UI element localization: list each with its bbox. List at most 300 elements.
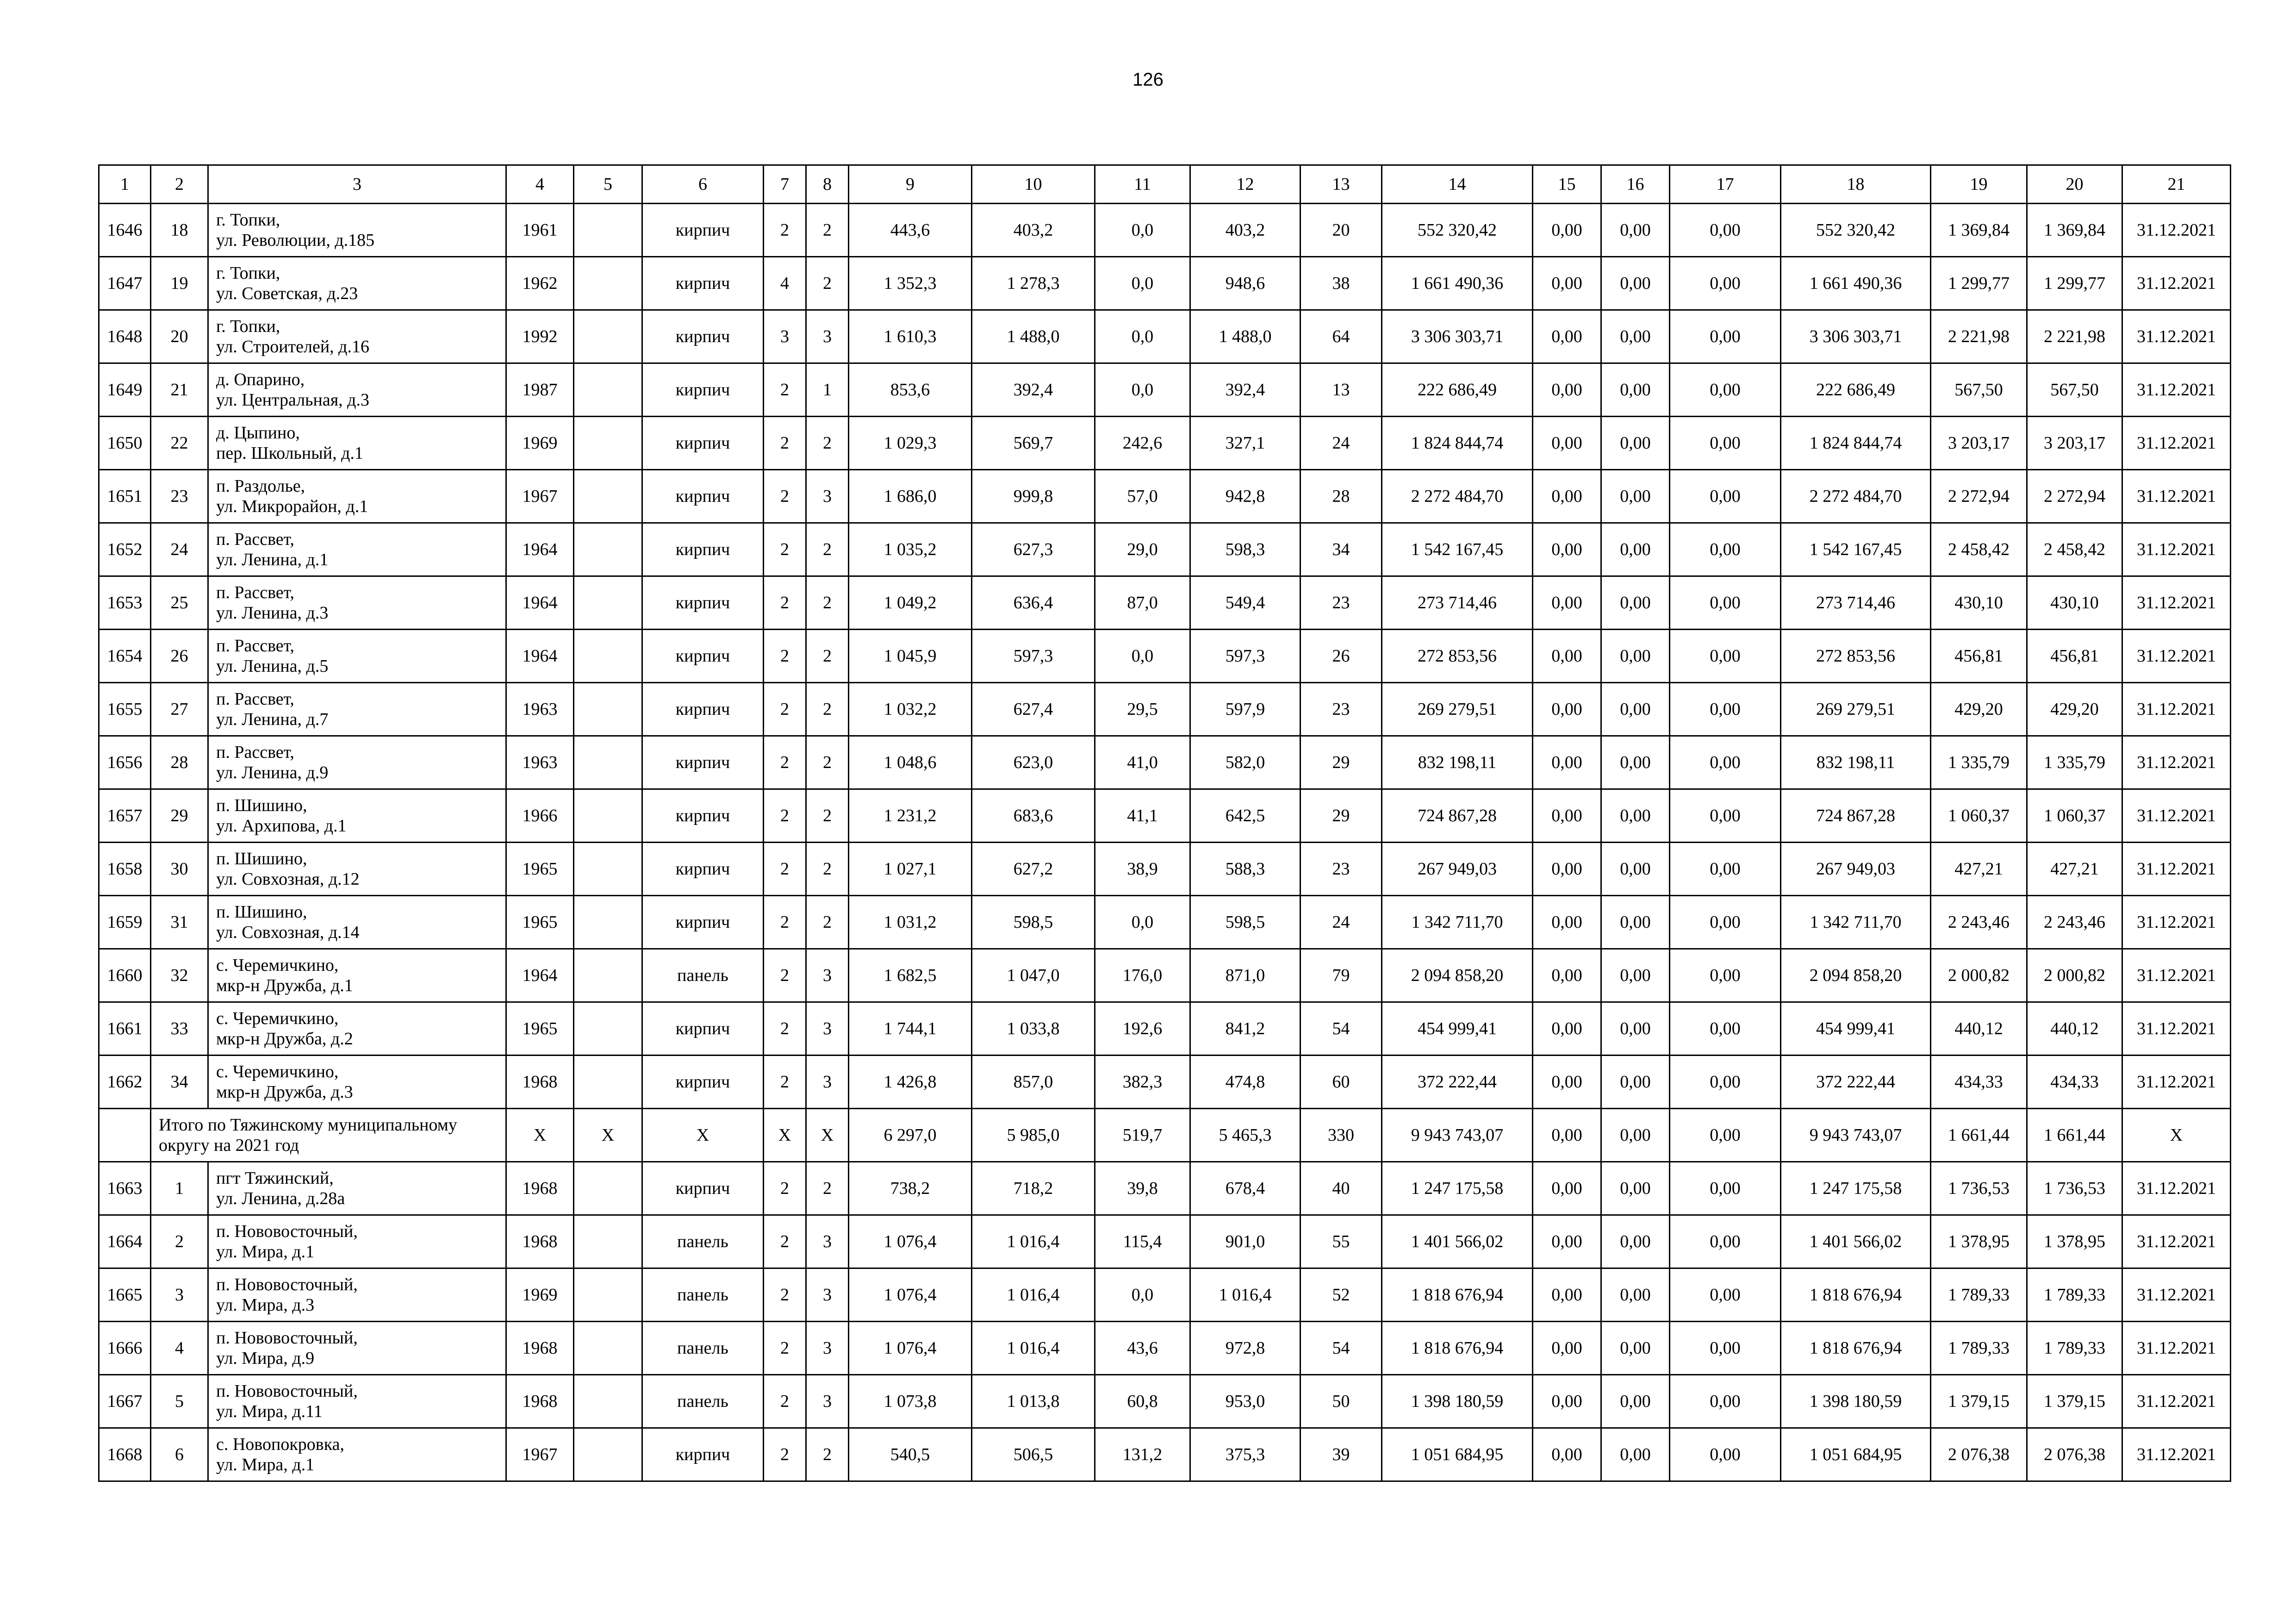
table-cell-col-12: 871,0 [1190,949,1300,1002]
table-cell-col-10: 627,2 [972,843,1095,896]
table-cell-col-10: 569,7 [972,417,1095,470]
table-row [99,736,2231,789]
table-cell-col-8: 2 [806,683,849,736]
table-cell-col-15: 0,00 [1533,204,1601,257]
table-cell-col-13: 52 [1300,1268,1382,1322]
table-cell-col-5 [574,949,642,1002]
table-cell-col-14: 1 051 684,95 [1382,1428,1533,1481]
header-cell: 3 [208,165,506,204]
table-cell-col-20: 1 299,77 [2027,257,2122,310]
table-cell-col-14: 1 818 676,94 [1382,1322,1533,1375]
table-cell-col-14: 269 279,51 [1382,683,1533,736]
address-line: ул. Ленина, д.28а [216,1189,345,1208]
table-cell-col-19: 1 335,79 [1931,736,2027,789]
table-cell-col-5 [574,736,642,789]
table-cell-col-18: 1 247 175,58 [1781,1162,1931,1215]
table-cell-col-9: 1 744,1 [849,1002,972,1056]
table-cell-col-17: 0,00 [1670,1002,1781,1056]
table-cell-col-8: 3 [806,1322,849,1375]
table-cell-col-14: 1 247 175,58 [1382,1162,1533,1215]
table-cell-col-20: 2 000,82 [2027,949,2122,1002]
address-line: ул. Ленина, д.7 [216,710,329,729]
table-cell-col-17: 0,00 [1670,896,1781,949]
table-cell-col-5 [574,204,642,257]
table-cell-col-17: 0,00 [1670,576,1781,630]
table-cell-col-17: 0,00 [1670,683,1781,736]
table-cell-col-19: 456,81 [1931,630,2027,683]
table-cell-col-13: 79 [1300,949,1382,1002]
table-cell-col-1: 1649 [99,363,151,417]
table-cell-col-12: 948,6 [1190,257,1300,310]
table-cell-col-14: 3 306 303,71 [1382,310,1533,363]
table-cell-col-11: 41,1 [1095,789,1190,843]
table-cell-col-15: 0,00 [1533,310,1601,363]
address-line: д. Цыпино, [216,423,300,443]
table-cell-col-9: 1 045,9 [849,630,972,683]
table-cell-col-1: 1659 [99,896,151,949]
table-cell-col-4: 1967 [506,470,574,523]
table-cell-col-6: кирпич [642,363,764,417]
table-cell-col-2: 29 [151,789,208,843]
address-cell [208,310,506,363]
table-cell-col-19: 2 458,42 [1931,523,2027,576]
table-cell-col-12: 327,1 [1190,417,1300,470]
table-cell-col-5 [574,1002,642,1056]
table-cell-col-12: 678,4 [1190,1162,1300,1215]
address-line: ул. Ленина, д.1 [216,550,329,569]
table-cell-col-16: 0,00 [1601,949,1670,1002]
table-cell-col-8: X [806,1109,849,1162]
table-cell-col-18: 1 401 566,02 [1781,1215,1931,1268]
table-cell-col-13: 55 [1300,1215,1382,1268]
address-line: г. Топки, [216,263,280,283]
address-cell [208,470,506,523]
table-cell-col-4: 1964 [506,523,574,576]
table-cell-col-7: 2 [764,949,806,1002]
table-cell-col-15: 0,00 [1533,843,1601,896]
table-cell-col-14: 552 320,42 [1382,204,1533,257]
address-line: ул. Архипова, д.1 [216,816,347,836]
table-cell-col-16: 0,00 [1601,523,1670,576]
table-cell-col-1: 1661 [99,1002,151,1056]
table-cell-col-9: 1 682,5 [849,949,972,1002]
table-cell-col-5 [574,1375,642,1428]
table-cell-col-11: 242,6 [1095,417,1190,470]
table-cell-col-8: 2 [806,630,849,683]
table-cell-col-17: 0,00 [1670,630,1781,683]
table-cell-col-12: 5 465,3 [1190,1109,1300,1162]
address-cell [208,1056,506,1109]
address-line: п. Нововосточный, [216,1275,358,1294]
table-cell-col-9: 1 352,3 [849,257,972,310]
table-cell-col-9: 1 076,4 [849,1268,972,1322]
table-cell-col-4: 1969 [506,417,574,470]
address-cell [208,896,506,949]
table-cell-col-1: 1650 [99,417,151,470]
table-cell-col-12: 953,0 [1190,1375,1300,1428]
table-cell-col-10: 999,8 [972,470,1095,523]
table-cell-col-2: 24 [151,523,208,576]
table-cell-col-19: 1 789,33 [1931,1322,2027,1375]
table-row [99,1268,2231,1322]
table-cell-col-18: 2 272 484,70 [1781,470,1931,523]
table-cell-col-18: 1 824 844,74 [1781,417,1931,470]
table-cell-col-5 [574,630,642,683]
table-cell-col-14: 222 686,49 [1382,363,1533,417]
table-cell-col-6: кирпич [642,204,764,257]
table-cell-col-4: X [506,1109,574,1162]
table-cell-col-13: 24 [1300,896,1382,949]
address-line: с. Новопокровка, [216,1435,344,1454]
table-cell-col-11: 29,5 [1095,683,1190,736]
table-cell-col-11: 0,0 [1095,310,1190,363]
table-cell-col-4: 1964 [506,576,574,630]
table-cell-col-18: 9 943 743,07 [1781,1109,1931,1162]
table-cell-col-12: 549,4 [1190,576,1300,630]
table-cell-col-12: 474,8 [1190,1056,1300,1109]
table-cell-col-1: 1660 [99,949,151,1002]
header-cell: 4 [506,165,574,204]
table-cell-col-12: 597,9 [1190,683,1300,736]
header-cell: 19 [1931,165,2027,204]
table-cell-col-7: 2 [764,470,806,523]
address-line: п. Рассвет, [216,743,294,762]
table-cell-col-11: 0,0 [1095,257,1190,310]
table-cell-col-21: 31.12.2021 [2122,576,2231,630]
table-row [99,204,2231,257]
address-line: п. Нововосточный, [216,1328,358,1348]
address-line: г. Топки, [216,317,280,336]
table-cell-col-20: 3 203,17 [2027,417,2122,470]
address-line: ул. Микрорайон, д.1 [216,497,368,516]
table-cell-col-8: 2 [806,417,849,470]
data-table [98,164,2231,1482]
header-cell: 15 [1533,165,1601,204]
table-cell-col-14: 454 999,41 [1382,1002,1533,1056]
table-cell-col-18: 372 222,44 [1781,1056,1931,1109]
table-cell-col-18: 1 818 676,94 [1781,1322,1931,1375]
table-cell-col-20: 427,21 [2027,843,2122,896]
table-cell-col-10: 1 488,0 [972,310,1095,363]
table-cell-col-8: 3 [806,1002,849,1056]
table-cell-col-9: 1 035,2 [849,523,972,576]
table-cell-col-8: 1 [806,363,849,417]
header-cell: 8 [806,165,849,204]
table-cell-col-6: кирпич [642,736,764,789]
empty-cell [99,1109,151,1162]
address-cell [208,1428,506,1481]
address-cell [208,417,506,470]
table-cell-col-6: X [642,1109,764,1162]
table-cell-col-6: кирпич [642,896,764,949]
table-cell-col-11: 382,3 [1095,1056,1190,1109]
table-cell-col-5 [574,1215,642,1268]
table-cell-col-9: 1 076,4 [849,1215,972,1268]
table-cell-col-16: 0,00 [1601,470,1670,523]
header-cell: 5 [574,165,642,204]
table-cell-col-15: 0,00 [1533,1268,1601,1322]
address-cell [208,630,506,683]
address-cell [208,949,506,1002]
table-cell-col-9: 853,6 [849,363,972,417]
table-cell-col-2: 25 [151,576,208,630]
table-cell-col-14: 272 853,56 [1382,630,1533,683]
table-cell-col-16: 0,00 [1601,789,1670,843]
table-cell-col-13: 29 [1300,789,1382,843]
table-cell-col-13: 39 [1300,1428,1382,1481]
address-line: ул. Мира, д.1 [216,1242,315,1262]
table-cell-col-20: 1 379,15 [2027,1375,2122,1428]
table-cell-col-15: 0,00 [1533,1322,1601,1375]
table-cell-col-4: 1963 [506,683,574,736]
table-cell-col-9: 6 297,0 [849,1109,972,1162]
table-cell-col-5 [574,257,642,310]
table-cell-col-20: 2 458,42 [2027,523,2122,576]
table-cell-col-2: 5 [151,1375,208,1428]
address-line: п. Раздолье, [216,476,305,496]
table-cell-col-13: 54 [1300,1002,1382,1056]
table-row [99,896,2231,949]
table-cell-col-13: 54 [1300,1322,1382,1375]
table-cell-col-21: 31.12.2021 [2122,204,2231,257]
table-cell-col-9: 1 048,6 [849,736,972,789]
table-cell-col-9: 738,2 [849,1162,972,1215]
table-cell-col-19: 1 060,37 [1931,789,2027,843]
table-cell-col-14: 372 222,44 [1382,1056,1533,1109]
address-line: ул. Центральная, д.3 [216,390,370,410]
table-cell-col-4: 1968 [506,1215,574,1268]
table-cell-col-7: 2 [764,576,806,630]
table-cell-col-16: 0,00 [1601,363,1670,417]
table-cell-col-7: 3 [764,310,806,363]
table-cell-col-20: 1 789,33 [2027,1268,2122,1322]
table-cell-col-14: 1 542 167,45 [1382,523,1533,576]
table-cell-col-2: 21 [151,363,208,417]
table-cell-col-17: 0,00 [1670,1322,1781,1375]
table-cell-col-9: 1 029,3 [849,417,972,470]
table-cell-col-15: 0,00 [1533,1109,1601,1162]
table-cell-col-5 [574,523,642,576]
table-cell-col-8: 3 [806,1268,849,1322]
table-cell-col-6: панель [642,1268,764,1322]
table-cell-col-13: 34 [1300,523,1382,576]
table-cell-col-10: 683,6 [972,789,1095,843]
table-cell-col-12: 403,2 [1190,204,1300,257]
table-row [99,576,2231,630]
header-cell: 7 [764,165,806,204]
table-cell-col-7: X [764,1109,806,1162]
table-cell-col-12: 598,5 [1190,896,1300,949]
table-cell-col-15: 0,00 [1533,630,1601,683]
table-cell-col-13: 23 [1300,843,1382,896]
address-cell [208,257,506,310]
table-cell-col-11: 131,2 [1095,1428,1190,1481]
table-cell-col-8: 3 [806,949,849,1002]
table-cell-col-10: 506,5 [972,1428,1095,1481]
table-cell-col-1: 1658 [99,843,151,896]
address-line: п. Шишино, [216,902,307,922]
table-cell-col-19: 440,12 [1931,1002,2027,1056]
table-cell-col-21: 31.12.2021 [2122,896,2231,949]
table-cell-col-15: 0,00 [1533,470,1601,523]
table-cell-col-1: 1663 [99,1162,151,1215]
table-cell-col-6: кирпич [642,843,764,896]
table-cell-col-7: 2 [764,1162,806,1215]
address-line: п. Рассвет, [216,583,294,602]
table-cell-col-18: 222 686,49 [1781,363,1931,417]
table-cell-col-13: 24 [1300,417,1382,470]
table-row [99,630,2231,683]
table-cell-col-14: 2 272 484,70 [1382,470,1533,523]
table-cell-col-12: 901,0 [1190,1215,1300,1268]
table-cell-col-6: кирпич [642,257,764,310]
table-cell-col-11: 0,0 [1095,1268,1190,1322]
table-cell-col-20: 2 243,46 [2027,896,2122,949]
table-cell-col-15: 0,00 [1533,576,1601,630]
table-cell-col-5 [574,1056,642,1109]
table-cell-col-19: 2 076,38 [1931,1428,2027,1481]
table-cell-col-10: 1 016,4 [972,1215,1095,1268]
table-cell-col-20: 434,33 [2027,1056,2122,1109]
table-cell-col-6: кирпич [642,417,764,470]
table-cell-col-21: 31.12.2021 [2122,1056,2231,1109]
table-cell-col-6: панель [642,1322,764,1375]
address-cell [208,523,506,576]
table-cell-col-20: 1 369,84 [2027,204,2122,257]
table-cell-col-16: 0,00 [1601,736,1670,789]
table-cell-col-2: 28 [151,736,208,789]
table-cell-col-21: 31.12.2021 [2122,1215,2231,1268]
table-cell-col-7: 2 [764,843,806,896]
address-cell [208,1162,506,1215]
table-cell-col-4: 1964 [506,949,574,1002]
table-cell-col-20: 440,12 [2027,1002,2122,1056]
table-cell-col-4: 1968 [506,1322,574,1375]
table-cell-col-14: 1 398 180,59 [1382,1375,1533,1428]
table-cell-col-2: 3 [151,1268,208,1322]
table-cell-col-7: 2 [764,1056,806,1109]
table-cell-col-15: 0,00 [1533,523,1601,576]
address-line: ул. Ленина, д.9 [216,763,329,782]
table-cell-col-1: 1646 [99,204,151,257]
table-cell-col-1: 1653 [99,576,151,630]
table-cell-col-5 [574,843,642,896]
table-cell-col-9: 1 231,2 [849,789,972,843]
table-row [99,1375,2231,1428]
total-label-cell [151,1109,506,1162]
table-cell-col-14: 1 342 711,70 [1382,896,1533,949]
table-cell-col-14: 724 867,28 [1382,789,1533,843]
table-cell-col-20: 430,10 [2027,576,2122,630]
table-row [99,1056,2231,1109]
table-cell-col-2: 4 [151,1322,208,1375]
table-cell-col-10: 857,0 [972,1056,1095,1109]
table-cell-col-19: 1 379,15 [1931,1375,2027,1428]
table-cell-col-15: 0,00 [1533,896,1601,949]
table-cell-col-15: 0,00 [1533,736,1601,789]
table-cell-col-2: 22 [151,417,208,470]
table-cell-col-17: 0,00 [1670,789,1781,843]
table-cell-col-2: 32 [151,949,208,1002]
header-cell: 13 [1300,165,1382,204]
table-cell-col-18: 1 342 711,70 [1781,896,1931,949]
table-cell-col-10: 1 016,4 [972,1268,1095,1322]
table-cell-col-15: 0,00 [1533,1428,1601,1481]
table-row [99,843,2231,896]
table-cell-col-10: 627,3 [972,523,1095,576]
table-row [99,1428,2231,1481]
table-cell-col-15: 0,00 [1533,1056,1601,1109]
table-cell-col-2: 6 [151,1428,208,1481]
table-cell-col-6: кирпич [642,1002,764,1056]
table-cell-col-21: 31.12.2021 [2122,310,2231,363]
table-cell-col-14: 1 661 490,36 [1382,257,1533,310]
table-cell-col-7: 2 [764,1375,806,1428]
table-cell-col-11: 41,0 [1095,736,1190,789]
table-cell-col-5 [574,417,642,470]
table-cell-col-11: 57,0 [1095,470,1190,523]
total-row [99,1109,2231,1162]
table-cell-col-10: 5 985,0 [972,1109,1095,1162]
address-cell [208,736,506,789]
table-cell-col-1: 1657 [99,789,151,843]
table-cell-col-8: 2 [806,736,849,789]
table-cell-col-21: 31.12.2021 [2122,1322,2231,1375]
table-cell-col-15: 0,00 [1533,1215,1601,1268]
table-cell-col-8: 3 [806,470,849,523]
table-cell-col-2: 1 [151,1162,208,1215]
table-cell-col-21: 31.12.2021 [2122,1162,2231,1215]
table-cell-col-5 [574,576,642,630]
address-line: мкр-н Дружба, д.1 [216,976,353,995]
table-row [99,310,2231,363]
table-cell-col-11: 43,6 [1095,1322,1190,1375]
table-row [99,417,2231,470]
table-cell-col-13: 20 [1300,204,1382,257]
header-cell: 20 [2027,165,2122,204]
total-label-line: округу на 2021 год [159,1136,299,1155]
table-cell-col-21: 31.12.2021 [2122,1002,2231,1056]
header-cell: 14 [1382,165,1533,204]
table-cell-col-6: кирпич [642,1162,764,1215]
table-cell-col-11: 176,0 [1095,949,1190,1002]
table-cell-col-11: 115,4 [1095,1215,1190,1268]
table-cell-col-5 [574,1268,642,1322]
table-row [99,1215,2231,1268]
table-cell-col-17: 0,00 [1670,736,1781,789]
table-cell-col-19: 1 378,95 [1931,1215,2027,1268]
table-cell-col-5 [574,1428,642,1481]
table-cell-col-10: 403,2 [972,204,1095,257]
table-cell-col-2: 31 [151,896,208,949]
table-cell-col-17: 0,00 [1670,204,1781,257]
table-cell-col-9: 1 610,3 [849,310,972,363]
address-line: п. Рассвет, [216,689,294,709]
table-cell-col-8: 2 [806,1162,849,1215]
table-cell-col-6: панель [642,1375,764,1428]
table-cell-col-18: 1 542 167,45 [1781,523,1931,576]
table-cell-col-6: панель [642,1215,764,1268]
address-line: ул. Ленина, д.5 [216,656,329,676]
table-cell-col-7: 2 [764,1268,806,1322]
table-cell-col-4: 1961 [506,204,574,257]
table-cell-col-1: 1652 [99,523,151,576]
table-cell-col-9: 540,5 [849,1428,972,1481]
header-cell: 11 [1095,165,1190,204]
table-cell-col-15: 0,00 [1533,789,1601,843]
table-cell-col-5 [574,363,642,417]
table-cell-col-4: 1966 [506,789,574,843]
